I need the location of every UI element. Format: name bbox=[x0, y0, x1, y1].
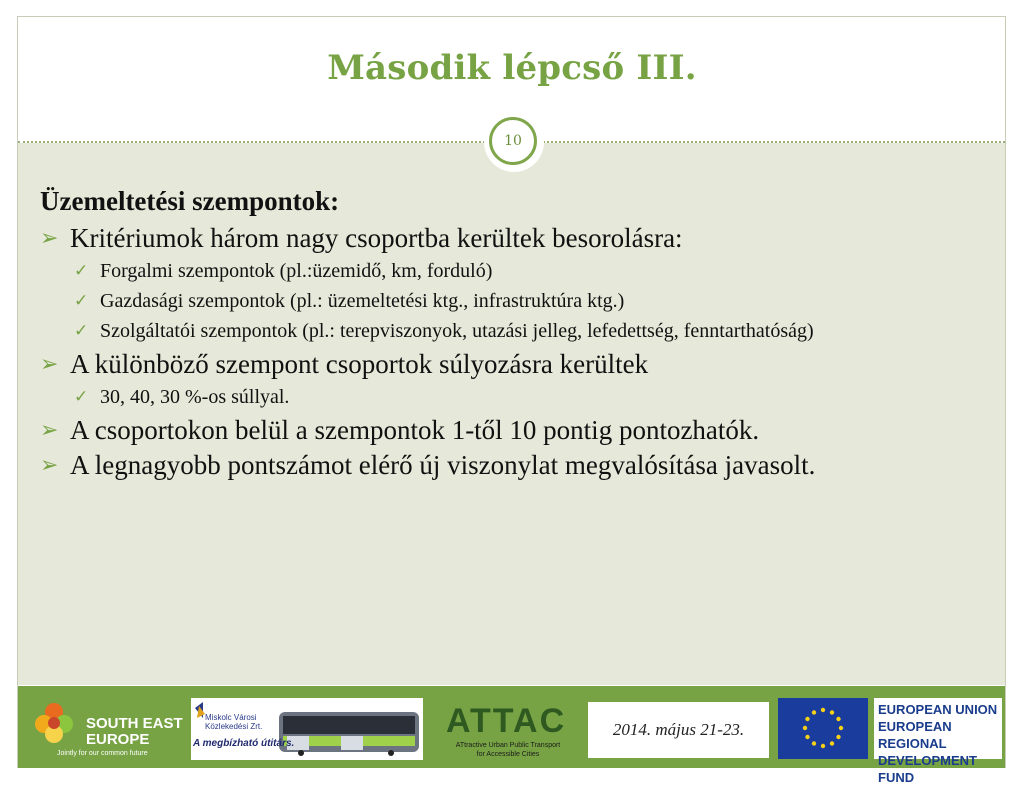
eu-logo-line2: EUROPEAN REGIONAL bbox=[878, 719, 952, 751]
eu-logo-text bbox=[878, 701, 1002, 786]
bullet-text: Gazdasági szempontok (pl.: üzemeltetési ktg., infrastruktúra ktg.) bbox=[100, 290, 625, 312]
mvk-name-line2: Közlekedési Zrt. bbox=[205, 722, 263, 731]
bullet-level2 bbox=[40, 384, 980, 410]
event-date: 2014. május 21-23. bbox=[612, 720, 745, 739]
eu-logo-line1: EUROPEAN UNION bbox=[878, 702, 998, 717]
bullet-level2 bbox=[40, 288, 980, 314]
see-logo-line1: SOUTH EAST bbox=[86, 715, 183, 732]
attac-logo-subtitle bbox=[446, 741, 570, 759]
mvk-logo-slogan: A megbízható útitárs. bbox=[193, 738, 295, 749]
date-box bbox=[588, 702, 769, 758]
page-number: 10 bbox=[504, 133, 522, 149]
mvk-logo-name bbox=[205, 713, 262, 731]
see-logo-tagline: Jointly for our common future bbox=[57, 750, 148, 757]
bullet-level2 bbox=[40, 318, 980, 344]
arrow-bullet-icon: ➢ bbox=[40, 351, 59, 376]
see-flower-icon bbox=[35, 703, 73, 743]
bullet-text: Kritériumok három nagy csoportba kerültek besorolásra: bbox=[70, 223, 683, 253]
see-logo-line2: EUROPE bbox=[86, 731, 150, 748]
bullet-level1 bbox=[40, 348, 980, 380]
checkmark-bullet-icon: ✓ bbox=[74, 261, 89, 280]
arrow-bullet-icon: ➢ bbox=[40, 452, 59, 477]
eu-flag-icon bbox=[778, 698, 868, 759]
attac-sub-line1: ATtractive Urban Public Transport bbox=[455, 742, 561, 749]
bullet-text: A csoportokon belül a szempontok 1-től 10 pontig pontozhatók. bbox=[70, 415, 760, 445]
see-logo-text bbox=[86, 716, 183, 748]
bullet-level1 bbox=[40, 222, 980, 254]
bullet-level1 bbox=[40, 414, 980, 446]
checkmark-bullet-icon: ✓ bbox=[74, 291, 89, 310]
bullet-text: Forgalmi szempontok (pl.:üzemidő, km, forduló) bbox=[100, 260, 493, 282]
bullet-text: 30, 40, 30 %-os súllyal. bbox=[100, 386, 290, 408]
arrow-bullet-icon: ➢ bbox=[40, 417, 59, 442]
checkmark-bullet-icon: ✓ bbox=[74, 387, 89, 406]
mvk-name-line1: Miskolc Városi bbox=[205, 713, 257, 722]
attac-logo-word: ATTAC bbox=[446, 702, 567, 740]
bullet-level1 bbox=[40, 449, 980, 481]
bullet-text: A legnagyobb pontszámot elérő új viszonylat megvalósítása javasolt. bbox=[70, 450, 816, 480]
checkmark-bullet-icon: ✓ bbox=[74, 321, 89, 340]
eu-logo-line3: DEVELOPMENT FUND bbox=[878, 753, 977, 785]
arrow-bullet-icon: ➢ bbox=[40, 225, 59, 250]
page-number-badge bbox=[489, 117, 537, 165]
slide-content bbox=[40, 184, 980, 484]
attac-sub-line2: for Accessible Cities bbox=[476, 751, 540, 758]
content-heading: Üzemeltetési szempontok: bbox=[40, 186, 340, 216]
bullet-text: A különböző szempont csoportok súlyozásra kerültek bbox=[70, 349, 649, 379]
bullet-level2 bbox=[40, 258, 980, 284]
slide-title: Második lépcső III. bbox=[327, 48, 697, 88]
bullet-text: Szolgáltatói szempontok (pl.: terepviszonyok, utazási jelleg, lefedettség, fenntarthatóság) bbox=[100, 320, 814, 342]
